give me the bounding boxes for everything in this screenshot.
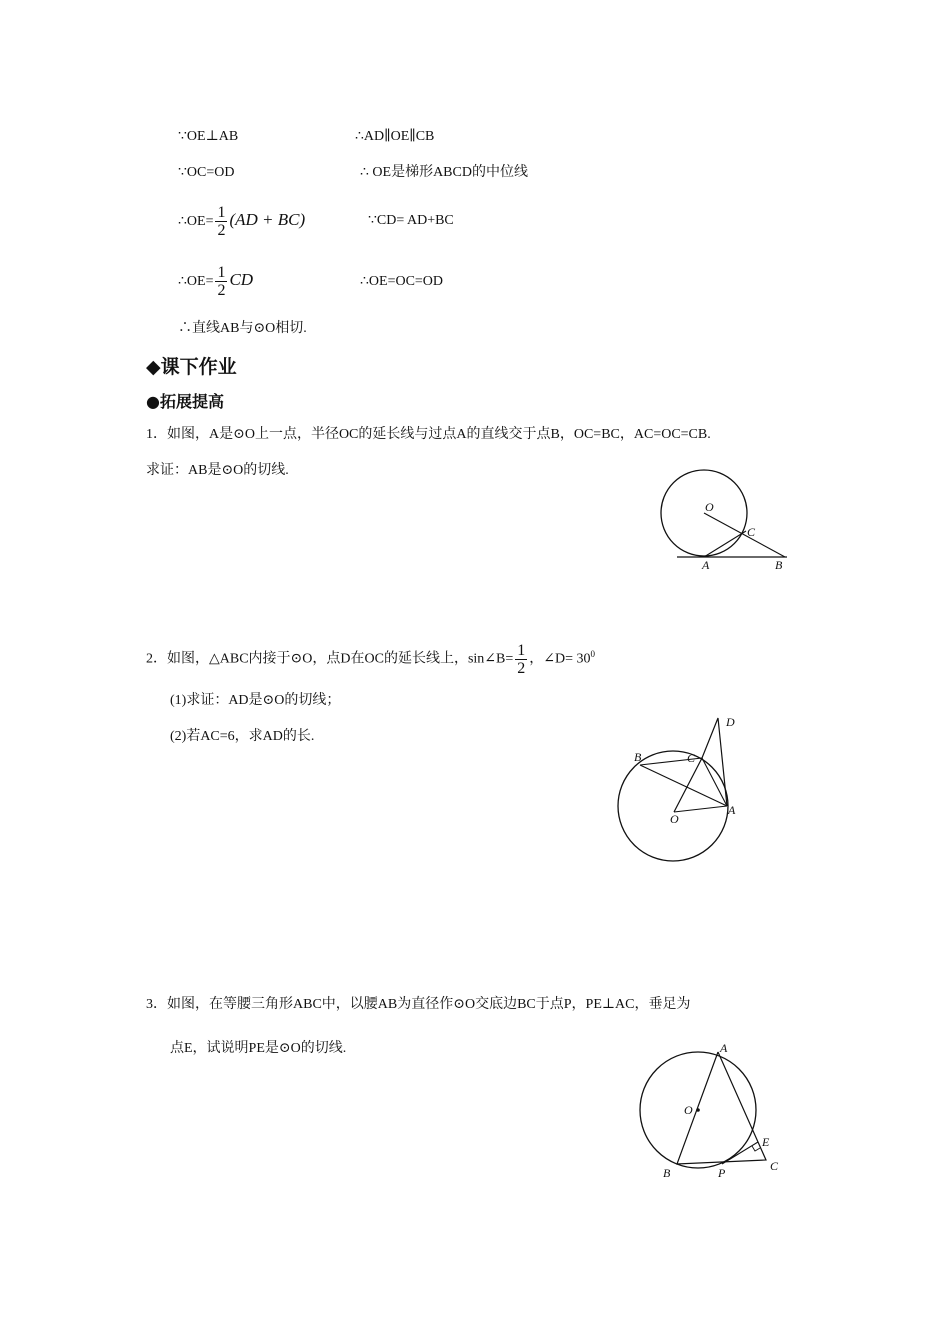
proof-r3-left [178, 200, 305, 242]
label-e: E [762, 1135, 770, 1149]
label-o: O [705, 500, 714, 514]
label-o: O [670, 812, 679, 826]
section-title: ◆课下作业 [146, 356, 237, 378]
fraction-half [515, 642, 527, 677]
fraction-numerator: 1 [217, 204, 226, 222]
label-d: D [726, 715, 735, 729]
problem-1-line-1: 1．如图，A是⊙O上一点，半径OC的延长线与过点A的直线交于点B，OC=BC，AC=OC=CB. [146, 427, 711, 442]
label-c: C [687, 751, 696, 765]
proof-r4-left [178, 260, 253, 302]
figure-3 [630, 1038, 790, 1188]
problem-3-line-2: 点E，试说明PE是⊙O的切线. [170, 1041, 347, 1056]
proof-r4-right: ∴OE=OC=OD [360, 274, 444, 289]
fraction-numerator: 1 [217, 264, 226, 282]
proof-r3-right: ∵CD= AD+BC [368, 213, 454, 228]
proof-r3-prefix: ∴OE= [178, 214, 214, 229]
label-c: C [770, 1159, 779, 1173]
problem-3-line-1: 3．如图，在等腰三角形ABC中，以腰AB为直径作⊙O交底边BC于点P，PE⊥AC，垂足为 [146, 997, 691, 1012]
problem-2-suffix: ，∠D= 30 [529, 651, 591, 667]
right-angle-mark [752, 1146, 760, 1151]
proof-conclusion: ∴直线AB与⊙O相切. [178, 321, 307, 336]
problem-2-part-1: (1)求证：AD是⊙O的切线； [170, 693, 341, 708]
line-ba [640, 765, 727, 806]
fraction-denominator: 2 [217, 222, 226, 240]
problem-2-line-1 [146, 634, 595, 680]
label-p: P [718, 1166, 726, 1180]
label-c: C [747, 525, 756, 539]
label-a: A [728, 803, 736, 817]
center-dot [696, 1108, 700, 1112]
circle-o [618, 751, 728, 861]
line-oa [674, 806, 727, 812]
fraction-half [215, 264, 227, 299]
fraction-numerator: 1 [517, 641, 526, 659]
proof-r4-prefix: ∴OE= [178, 274, 214, 289]
proof-r3-expr: (AD + BC) [229, 210, 306, 229]
problem-2-part-2: (2)若AC=6，求AD的长. [170, 729, 315, 744]
problem-2-prefix: 2．如图，△ABC内接于⊙O，点D在OC的延长线上，sin∠B= [146, 651, 514, 667]
degree-mark: 0 [590, 649, 596, 659]
proof-r2-right: ∴ OE是梯形ABCD的中位线 [360, 165, 528, 180]
proof-r1-right: ∴AD∥OE∥CB [355, 129, 435, 144]
figure-1 [655, 465, 795, 575]
fraction-denominator: 2 [517, 659, 526, 677]
label-a: A [702, 558, 710, 572]
fraction-denominator: 2 [217, 282, 226, 300]
line-ob [704, 513, 785, 557]
label-a: A [720, 1041, 728, 1055]
label-b: B [775, 558, 783, 572]
problem-1-line-2: 求证：AB是⊙O的切线. [146, 463, 289, 478]
proof-r4-expr: CD [229, 270, 254, 289]
label-b: B [634, 750, 642, 764]
figure-2 [610, 710, 760, 870]
line-ac [704, 531, 746, 557]
line-od-and-da [674, 718, 727, 812]
label-b: B [663, 1166, 671, 1180]
subsection-title: ●拓展提高 [146, 392, 224, 411]
fraction-half [215, 204, 227, 239]
proof-r2-left: ∵OC=OD [178, 165, 235, 180]
proof-r1-left: ∵OE⊥AB [178, 129, 239, 144]
label-o: O [684, 1103, 693, 1117]
